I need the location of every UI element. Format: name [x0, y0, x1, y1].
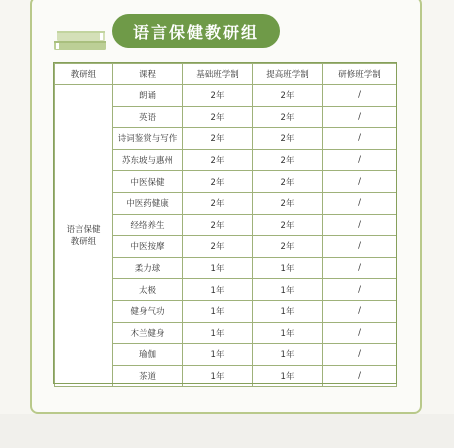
research-cell: /: [323, 85, 397, 107]
basic-cell: 1年: [183, 322, 253, 344]
basic-cell: 2年: [183, 106, 253, 128]
advanced-cell: 1年: [253, 344, 323, 366]
research-cell: /: [323, 365, 397, 387]
bottom-band: [0, 414, 454, 448]
group-name-line1: 语言保健: [66, 224, 101, 235]
advanced-cell: 2年: [253, 214, 323, 236]
curriculum-table: [54, 63, 397, 387]
course-cell: 经络养生: [113, 214, 183, 236]
research-cell: /: [323, 128, 397, 150]
advanced-cell: 1年: [253, 257, 323, 279]
basic-cell: 2年: [183, 149, 253, 171]
course-cell: 中医保健: [113, 171, 183, 193]
page-title: 语言保健教研组: [112, 14, 280, 48]
advanced-cell: 1年: [253, 300, 323, 322]
basic-cell: 2年: [183, 236, 253, 258]
course-cell: 诗词鉴赏与写作: [113, 128, 183, 150]
research-cell: /: [323, 257, 397, 279]
course-cell: 柔力球: [113, 257, 183, 279]
advanced-cell: 2年: [253, 171, 323, 193]
advanced-cell: 2年: [253, 85, 323, 107]
table-row: [55, 85, 397, 107]
basic-cell: 1年: [183, 279, 253, 301]
course-cell: 中医药健康: [113, 192, 183, 214]
basic-cell: 2年: [183, 171, 253, 193]
research-cell: /: [323, 192, 397, 214]
basic-cell: 1年: [183, 257, 253, 279]
research-cell: /: [323, 214, 397, 236]
basic-cell: 2年: [183, 128, 253, 150]
basic-cell: 2年: [183, 192, 253, 214]
advanced-cell: 1年: [253, 279, 323, 301]
advanced-cell: 2年: [253, 128, 323, 150]
basic-cell: 1年: [183, 300, 253, 322]
research-cell: /: [323, 149, 397, 171]
basic-cell: 1年: [183, 365, 253, 387]
group-name-line2: 教研组: [70, 236, 97, 247]
advanced-cell: 2年: [253, 236, 323, 258]
group-cell: [55, 85, 113, 387]
research-cell: /: [323, 279, 397, 301]
col-header-research: 研修班学制: [323, 64, 397, 85]
advanced-cell: 2年: [253, 192, 323, 214]
advanced-cell: 2年: [253, 106, 323, 128]
research-cell: /: [323, 106, 397, 128]
course-cell: 瑜伽: [113, 344, 183, 366]
col-header-basic: 基础班学制: [183, 64, 253, 85]
basic-cell: 2年: [183, 85, 253, 107]
col-header-group: 教研组: [55, 64, 113, 85]
table-header-row: [55, 64, 397, 85]
col-header-course: 课程: [113, 64, 183, 85]
research-cell: /: [323, 344, 397, 366]
col-header-advanced: 提高班学制: [253, 64, 323, 85]
advanced-cell: 2年: [253, 149, 323, 171]
research-cell: /: [323, 171, 397, 193]
advanced-cell: 1年: [253, 322, 323, 344]
course-cell: 苏东坡与惠州: [113, 149, 183, 171]
basic-cell: 2年: [183, 214, 253, 236]
course-cell: 木兰健身: [113, 322, 183, 344]
research-cell: /: [323, 322, 397, 344]
research-cell: /: [323, 300, 397, 322]
course-cell: 中医按摩: [113, 236, 183, 258]
course-cell: 太极: [113, 279, 183, 301]
research-cell: /: [323, 236, 397, 258]
stacked-books-icon: [52, 26, 110, 52]
basic-cell: 1年: [183, 344, 253, 366]
course-cell: 健身气功: [113, 300, 183, 322]
advanced-cell: 1年: [253, 365, 323, 387]
course-cell: 茶道: [113, 365, 183, 387]
course-cell: 英语: [113, 106, 183, 128]
course-cell: 朗诵: [113, 85, 183, 107]
